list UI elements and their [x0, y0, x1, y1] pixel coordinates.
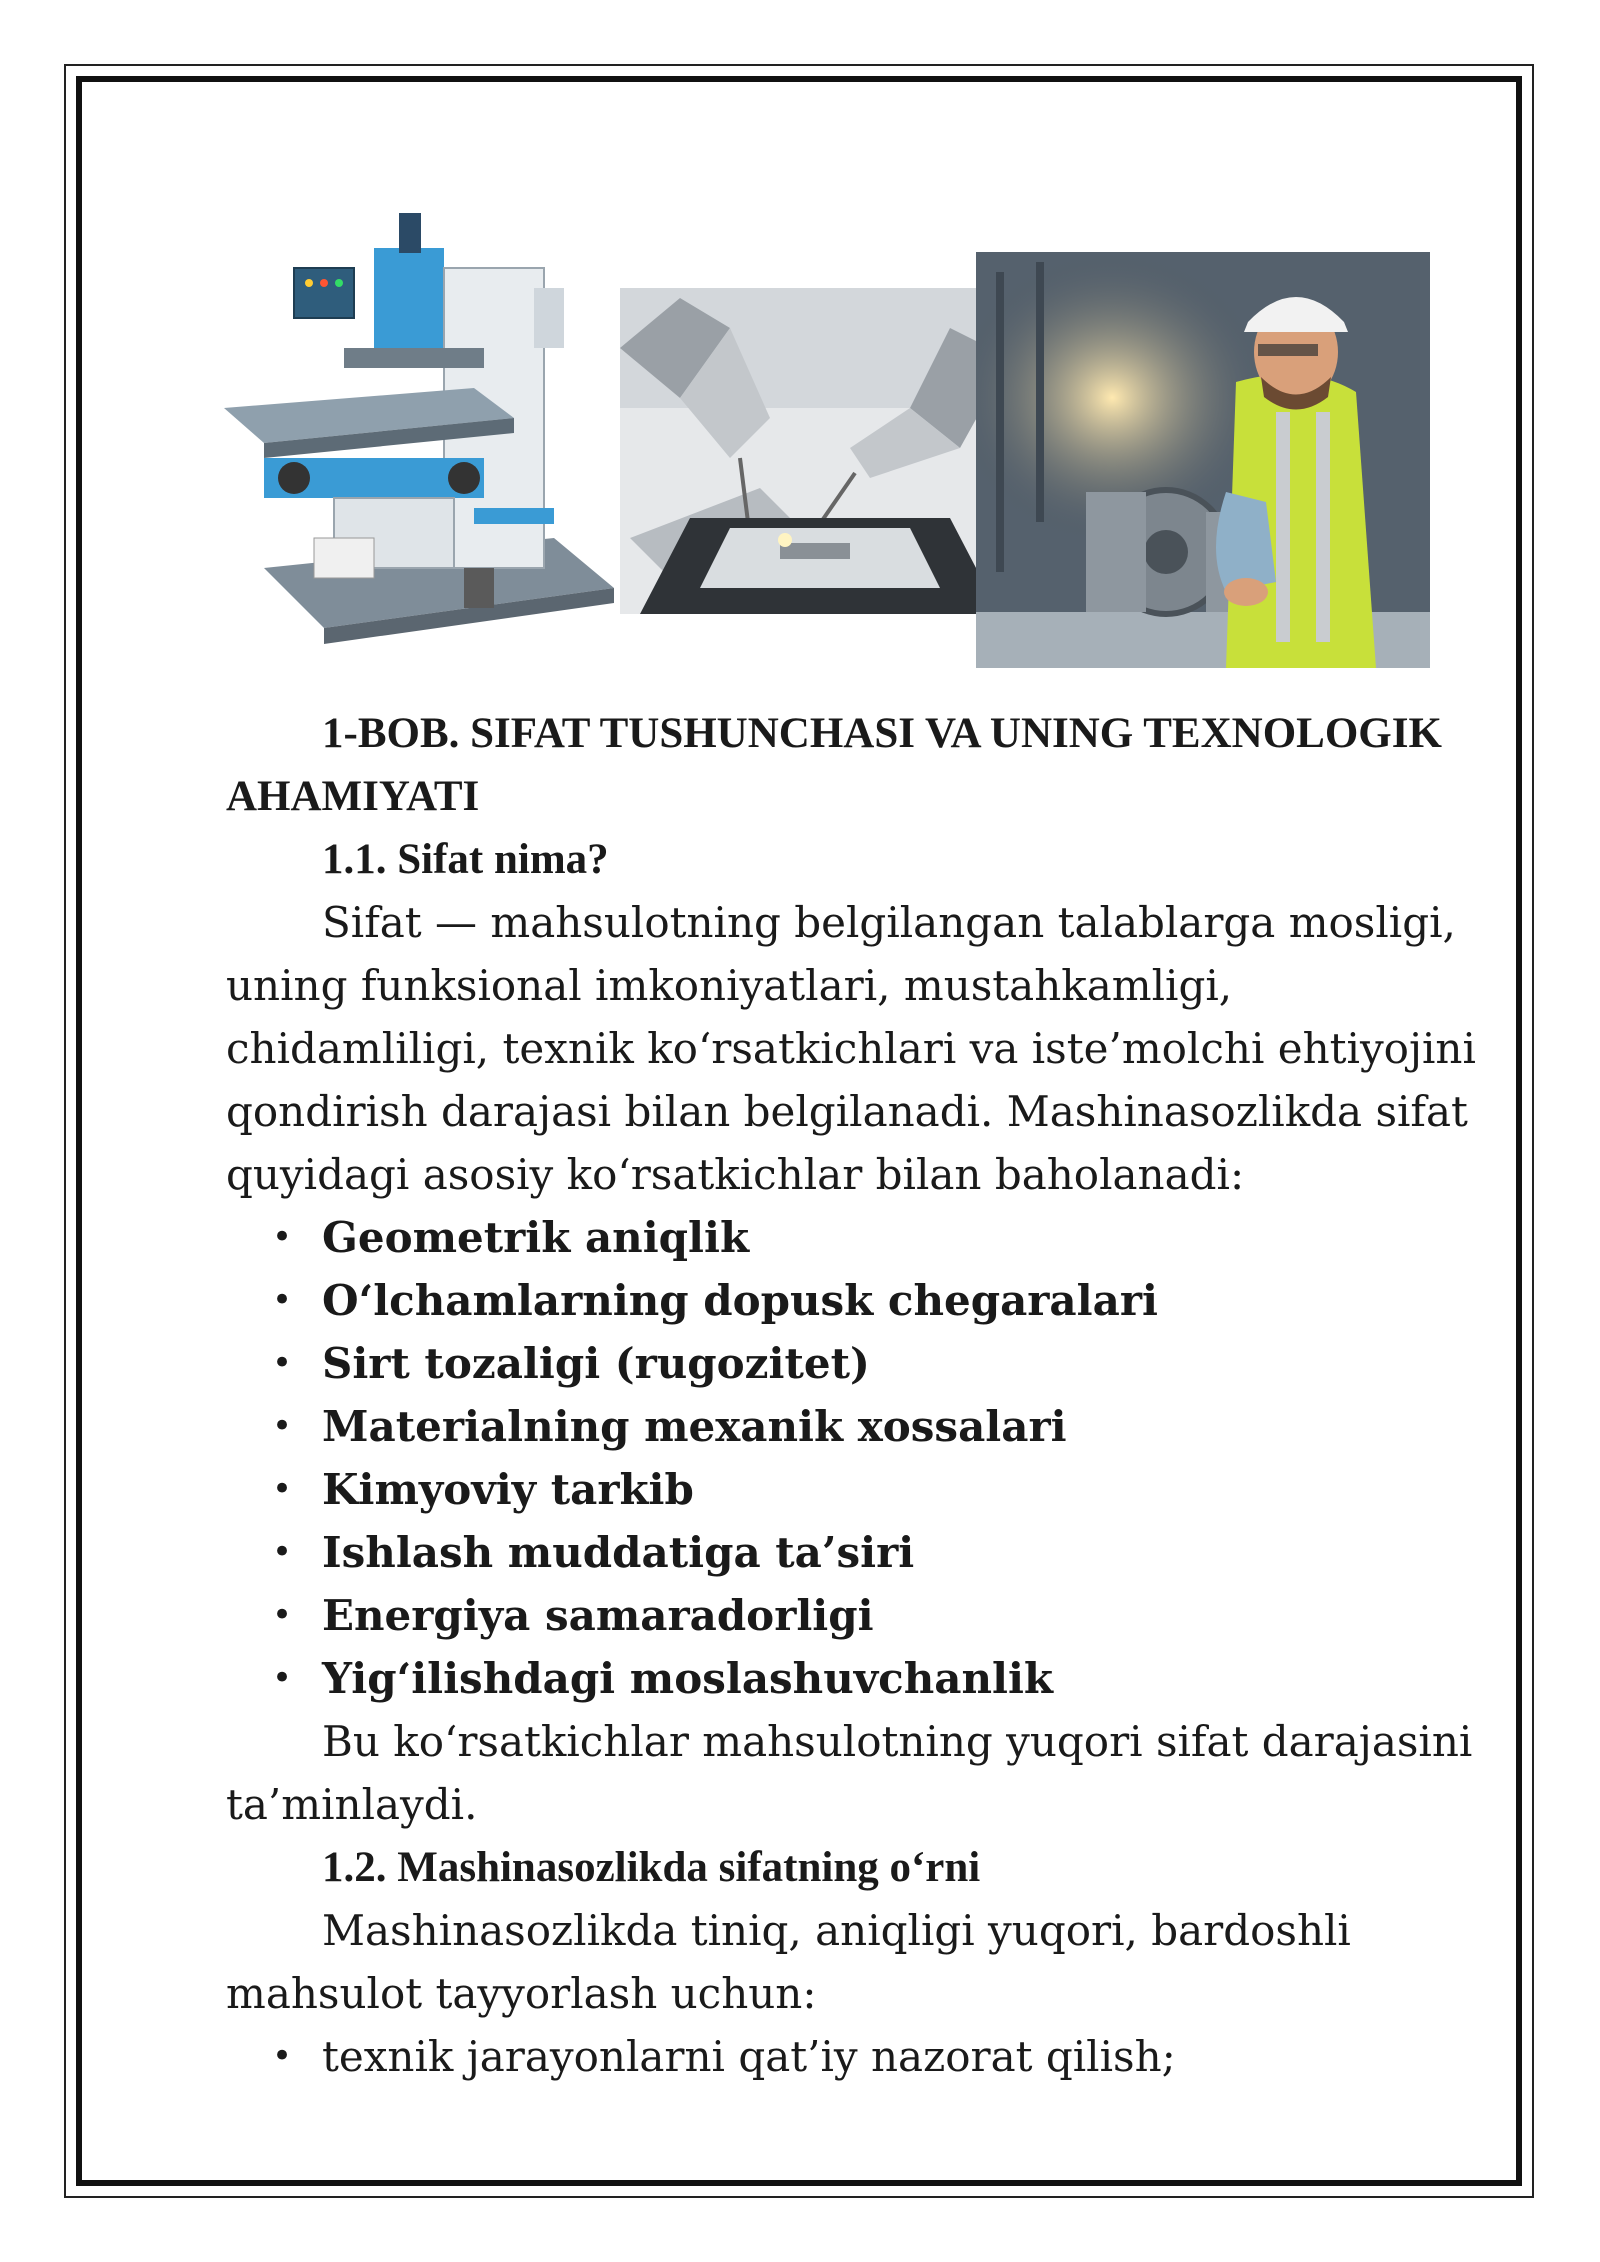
engineer-image — [976, 252, 1430, 668]
list-item: • texnik jarayonlarni qat’iy nazorat qilish; — [226, 2025, 1496, 2088]
chapter-title: 1-BOB. SIFAT TUSHUNCHASI VA UNING TEXNOLOGIK AHAMIYATI — [226, 710, 1442, 820]
list-item: • Ishlash muddatiga ta’siri — [226, 1521, 1496, 1584]
section-title-1: 1.1. Sifat nima? — [322, 836, 609, 883]
section-title-2: 1.2. Mashinasozlikda sifatning o‘rni — [322, 1844, 981, 1891]
summary-paragraph: Bu ko‘rsatkichlar mahsulotning yuqori sifat darajasini ta’minlaydi. — [226, 1717, 1473, 1829]
list-item: • Sirt tozaligi (rugozitet) — [226, 1332, 1496, 1395]
document-body — [226, 702, 1496, 2088]
list-item: • Yig‘ilishdagi moslashuvchanlik — [226, 1647, 1496, 1710]
list-item: • Materialning mexanik xossalari — [226, 1395, 1496, 1458]
milling-machine-image — [224, 208, 624, 670]
list-item: • O‘lchamlarning dopusk chegaralari — [226, 1269, 1496, 1332]
list-item: • Geometrik aniqlik — [226, 1206, 1496, 1269]
section2-paragraph: Mashinasozlikda tiniq, aniqligi yuqori, bardoshli mahsulot tayyorlash uchun: — [226, 1906, 1351, 2018]
list-item: • Energiya samaradorligi — [226, 1584, 1496, 1647]
robot-arms-image — [620, 288, 1016, 614]
requirement-list — [226, 2025, 1496, 2088]
indicator-list — [226, 1206, 1496, 1710]
intro-paragraph: Sifat — mahsulotning belgilangan talablarga mosligi, uning funksional imkoniyatlari, mustahkamligi, chidamliligi, texnik ko‘rsatkichlari va iste’molchi ehtiyojini qondirish darajasi bilan belgilanadi. Mashinasozlikda sifat quyidagi asosiy ko‘rsatkichlar bilan baholanadi: — [226, 898, 1476, 1199]
list-item: • Kimyoviy tarkib — [226, 1458, 1496, 1521]
header-images — [224, 208, 1430, 670]
